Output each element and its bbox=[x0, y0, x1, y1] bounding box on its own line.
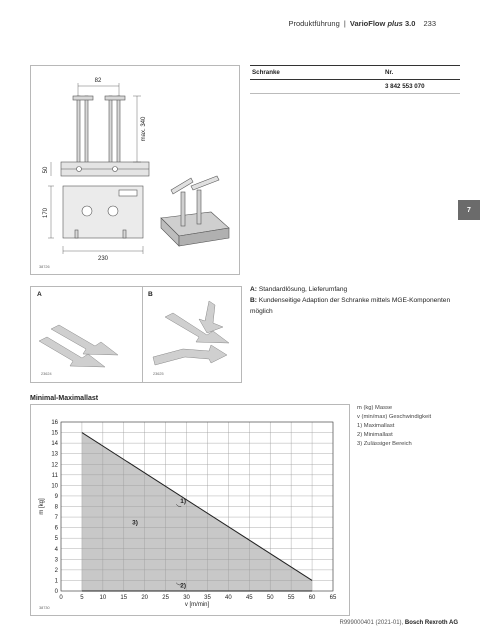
panel-a-illustration bbox=[31, 287, 158, 382]
x-tick-label: 50 bbox=[266, 595, 274, 601]
footer-company: Bosch Rexroth AG bbox=[404, 620, 458, 626]
technical-drawing bbox=[31, 66, 239, 274]
x-tick-label: 45 bbox=[245, 595, 253, 601]
y-tick-label: 11 bbox=[51, 472, 58, 479]
table-row bbox=[250, 80, 460, 94]
header-product: VarioFlow plus 3.0 bbox=[349, 19, 416, 28]
chart-frame bbox=[30, 404, 350, 616]
table-header-cell: Schranke bbox=[252, 69, 280, 76]
drawing-ref-code: 38726 bbox=[39, 265, 50, 269]
chart-legend bbox=[357, 404, 431, 449]
chart-ref-code: 38730 bbox=[39, 606, 50, 610]
x-tick-label: 65 bbox=[329, 595, 337, 601]
x-tick-label: 10 bbox=[99, 595, 107, 601]
y-tick-label: 7 bbox=[54, 515, 58, 522]
table-header-row bbox=[250, 65, 460, 80]
table-cell: 3 842 553 070 bbox=[385, 83, 425, 90]
x-tick-label: 60 bbox=[308, 595, 316, 601]
description-a: A: Standardlösung, Lieferumfang bbox=[250, 286, 348, 293]
y-tick-label: 14 bbox=[51, 441, 58, 448]
x-tick-label: 40 bbox=[225, 595, 232, 601]
panel-a bbox=[30, 286, 159, 383]
y-tick-label: 10 bbox=[51, 483, 58, 490]
chart-annotation: 2) bbox=[180, 582, 187, 590]
y-tick-label: 9 bbox=[54, 493, 58, 500]
panel-a-ref: 23624 bbox=[41, 372, 52, 376]
page-footer bbox=[339, 620, 458, 626]
y-tick-label: 4 bbox=[54, 546, 58, 553]
page-number: 233 bbox=[423, 19, 436, 28]
allowed-area bbox=[82, 433, 312, 591]
legend-item: m (kg) Masse bbox=[357, 405, 393, 411]
chart-annotation: 3) bbox=[132, 519, 138, 527]
y-tick-label: 0 bbox=[54, 589, 58, 595]
x-tick-label: 30 bbox=[183, 595, 190, 601]
technical-drawing-frame bbox=[30, 65, 240, 275]
dim-bottom: 230 bbox=[97, 256, 109, 262]
y-tick-label: 2 bbox=[54, 567, 58, 574]
y-tick-label: 1 bbox=[54, 578, 58, 585]
y-tick-label: 12 bbox=[51, 462, 58, 469]
x-tick-label: 25 bbox=[162, 595, 169, 601]
panel-b-illustration bbox=[143, 287, 241, 382]
legend-item: 1) Maximallast bbox=[357, 423, 395, 429]
panel-b-ref: 23625 bbox=[153, 372, 164, 376]
part-number-table bbox=[250, 65, 460, 94]
panel-b-label: B bbox=[148, 291, 153, 298]
chart-annotation: 1) bbox=[180, 498, 187, 506]
chart-section-title: Minimal-Maximallast bbox=[30, 395, 99, 402]
y-tick-label: 16 bbox=[51, 420, 58, 426]
footer-code: R999000401 (2021-01), bbox=[339, 620, 404, 626]
y-axis-label: m [kg] bbox=[39, 498, 45, 515]
panel-a-label: A bbox=[37, 291, 42, 298]
y-tick-label: 6 bbox=[54, 525, 58, 532]
x-tick-label: 0 bbox=[59, 595, 63, 601]
header-separator: | bbox=[343, 19, 346, 28]
legend-item: 2) Minimallast bbox=[357, 432, 393, 438]
x-tick-label: 55 bbox=[287, 595, 295, 601]
y-tick-label: 5 bbox=[54, 536, 58, 543]
y-tick-label: 13 bbox=[51, 451, 58, 458]
description-b: B: Kundenseitige Adaption der Schranke mittels MGE-Komponenten möglich bbox=[250, 297, 451, 315]
dim-left-upper: 50 bbox=[43, 166, 49, 174]
chapter-tab: 7 bbox=[458, 200, 480, 220]
x-axis-label: v [m/min] bbox=[184, 602, 210, 608]
x-tick-label: 5 bbox=[80, 595, 84, 601]
legend-item: v (min/max) Geschwindigkeit bbox=[357, 414, 432, 420]
dim-width-top: 82 bbox=[94, 78, 102, 84]
table-header-cell: Nr. bbox=[385, 69, 394, 76]
x-tick-label: 20 bbox=[141, 595, 149, 601]
y-tick-label: 15 bbox=[51, 430, 58, 437]
y-tick-label: 3 bbox=[54, 557, 58, 564]
load-chart bbox=[31, 405, 349, 615]
x-tick-label: 35 bbox=[204, 595, 211, 601]
legend-item: 3) Zulässiger Bereich bbox=[357, 441, 412, 447]
x-tick-label: 15 bbox=[120, 595, 128, 601]
header-section: Produktführung bbox=[288, 19, 340, 28]
variant-descriptions bbox=[250, 284, 460, 317]
page-header bbox=[288, 19, 436, 28]
panel-b bbox=[142, 286, 242, 383]
y-tick-label: 8 bbox=[54, 504, 58, 511]
dim-height-max: max. 340 bbox=[141, 116, 147, 142]
dim-left-lower: 170 bbox=[43, 207, 49, 219]
